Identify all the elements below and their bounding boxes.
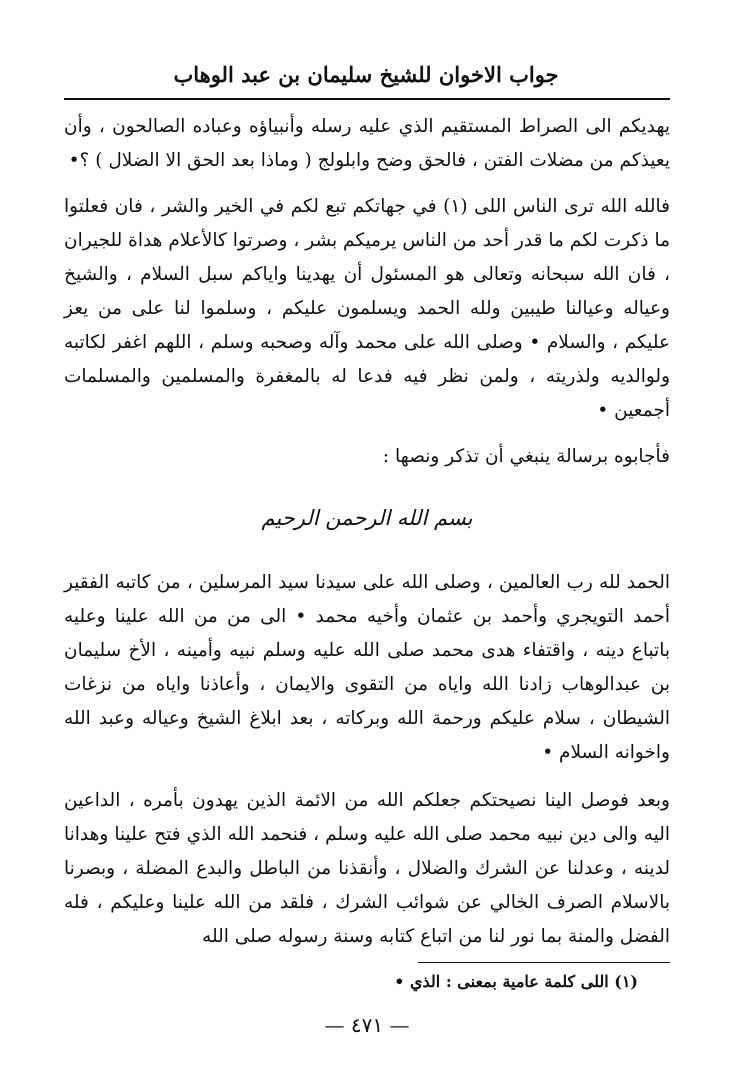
page-number: — ٤٧١ — — [324, 1013, 410, 1037]
basmala-heading: بسم الله الرحمن الرحيم — [261, 506, 473, 530]
paragraph-3: فأجابوه برسالة ينبغي أن تذكر ونصها : — [382, 446, 670, 467]
paragraph-5: وبعد فوصل الينا نصيحتكم جعلكم الله من الائمة الذين يهدون بأمره ، الداعين اليه والى دين نبيه محمد صلى الله عليه وسلم ، فنحمد الله الذي فتح علينا وهدانا لدينه ، وعدلنا عن الشرك والضلال ، وأنقذنا من الباطل والبدع المضلة ، وبصرنا بالاسلام الصرف الخالي عن شوائب الشرك ، فلقد من الله علينا وعليكم ، فله الفضل والمنة بما نور لنا من اتباع كتابه وسنة رسوله صلى الله — [64, 790, 670, 947]
paragraph-2: فالله الله ترى الناس اللى (١) في جهاتكم تبع لكم في الخير والشر ، فان فعلتوا ما ذكرت لكم ما قدر أحد من الناس يرميكم بشر ، وصرتوا كالأعلام هداة للجيران ، فان الله سبحانه وتعالى هو المسئول أن يهدينا واياكم سبل السلام ، والشيخ وعياله وعيالنا طيبين ولله الحمد ويسلمون عليكم ، وسلموا لنا على من يعز عليكم ، والسلام • وصلى الله على محمد وآله وصحبه وسلم ، اللهم اغفر لكاتبه ولوالديه ولذريته ، ولمن نظر فيه فدعا له بالمغفرة والمسلمين والمسلمات أجمعين • — [64, 196, 670, 421]
header-divider — [64, 98, 670, 100]
footnote-divider — [418, 962, 670, 963]
running-head-title: جواب الاخوان للشيخ سليمان بن عبد الوهاب — [173, 62, 559, 87]
footnote: (١) اللى كلمة عامية بمعنى : الذي • — [394, 972, 638, 991]
paragraph-4: الحمد لله رب العالمين ، وصلى الله على سيدنا سيد المرسلين ، من كاتبه الفقير أحمد التويجري وأحمد بن عثمان وأخيه محمد • الى من من الله علينا وعليه باتباع دينه ، واقتفاء هدى محمد صلى الله عليه وسلم نبيه وأمينه ، الأخ سليمان بن عبدالوهاب زادنا الله واياه من التقوى والايمان ، وأعاذنا واياه من نزغات الشيطان ، سلام عليكم ورحمة الله وبركاته ، بعد ابلاغ الشيخ وعياله وعبد الله واخوانه السلام • — [64, 572, 670, 763]
body-text — [64, 110, 670, 954]
paragraph-1: يهديكم الى الصراط المستقيم الذي عليه رسله وأنبياؤه وعباده الصالحون ، وأن يعيذكم من مضلات الفتن ، فالحق وضح وابلولج ( وماذا بعد الحق الا الضلال ) ؟• — [64, 116, 670, 171]
